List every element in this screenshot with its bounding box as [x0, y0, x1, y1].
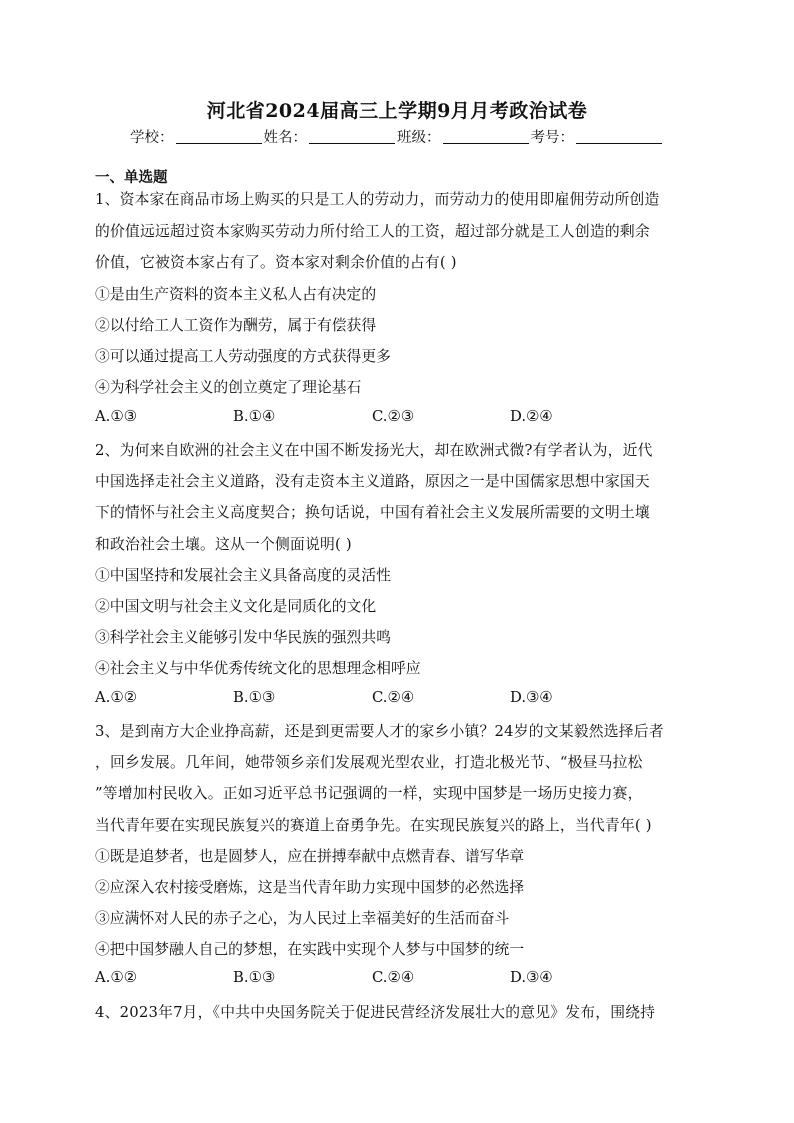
question-3-statement-4: ④把中国梦融人自己的梦想，在实践中实现个人梦与中国梦的统一	[95, 941, 525, 958]
number-blank[interactable]	[576, 129, 662, 144]
option-b[interactable]: B.①③	[233, 689, 276, 706]
question-3-line-3: ”等增加村民收入。正如习近平总书记强调的一样，实现中国梦是一场历史接力赛，	[95, 785, 643, 802]
question-2-line-2: 中国选择走社会主义道路，没有走资本主义道路，原因之一是中国儒家思想中家国天	[95, 473, 650, 490]
option-a[interactable]: A.①②	[95, 969, 137, 986]
question-3-statement-1: ①既是追梦者，也是圆梦人，应在拼搏奉献中点燃青春、谱写华章	[95, 848, 525, 865]
question-3-statement-3: ③应满怀对人民的赤子之心，为人民过上幸福美好的生活而奋斗	[95, 910, 510, 927]
option-d[interactable]: D.③④	[510, 689, 553, 706]
question-1-line-3: 价值，它被资本家占有了。资本家对剩余价值的占有( )	[95, 254, 457, 271]
number-label: 考号：	[530, 130, 574, 146]
question-2-line-1: 2、为何来自欧洲的社会主义在中国不断发扬光大，却在欧洲式微?有学者认为，近代	[95, 442, 653, 459]
class-blank[interactable]	[443, 129, 529, 144]
question-2-line-4: 和政治社会土壤。这从一个侧面说明( )	[95, 536, 352, 553]
section-title: 一、单选题	[95, 169, 168, 186]
question-1-line-1: 1、资本家在商品市场上购买的只是工人的劳动力，而劳动力的使用即雇佣劳动所创造	[95, 191, 660, 208]
name-label: 姓名：	[263, 130, 307, 146]
question-1-line-2: 的价值远远超过资本家购买劳动力所付给工人的工资，超过部分就是工人创造的剩余	[95, 223, 650, 240]
question-2-statement-4: ④社会主义与中华优秀传统文化的思想理念相呼应	[95, 660, 421, 677]
question-2-options	[95, 689, 615, 709]
question-3-statement-2: ②应深入农村接受磨炼，这是当代青年助力实现中国梦的必然选择	[95, 879, 525, 896]
question-3-line-2: ，回乡发展。几年间，她带领乡亲们发展观光型农业，打造北极光节、“极昼马拉松	[95, 754, 643, 771]
question-2-line-3: 下的情怀与社会主义高度契合；换句话说，中国有着社会主义发展所需要的文明土壤	[95, 504, 650, 521]
option-b[interactable]: B.①④	[233, 408, 276, 425]
question-1-statement-4: ④为科学社会主义的创立奠定了理论基石	[95, 379, 362, 396]
student-info-line	[0, 126, 794, 147]
question-3-line-4: 当代青年要在实现民族复兴的赛道上奋勇争先。在实现民族复兴的路上，当代青年( )	[95, 817, 652, 834]
class-label: 班级：	[397, 130, 441, 146]
option-c[interactable]: C.②④	[372, 969, 415, 986]
question-1-options	[95, 408, 615, 428]
option-b[interactable]: B.①③	[233, 969, 276, 986]
school-blank[interactable]	[176, 129, 262, 144]
option-d[interactable]: D.②④	[510, 408, 553, 425]
option-c[interactable]: C.②③	[372, 408, 415, 425]
option-c[interactable]: C.②④	[372, 689, 415, 706]
school-label: 学校：	[130, 130, 174, 146]
question-1-statement-2: ②以付给工人工资作为酬劳，属于有偿获得	[95, 317, 377, 334]
exam-title: 河北省2024届高三上学期9月月考政治试卷	[206, 100, 588, 122]
question-4-line-1: 4、2023年7月，《中共中央国务院关于促进民营经济发展壮大的意见》发布，围绕持	[95, 1004, 656, 1021]
name-blank[interactable]	[309, 129, 395, 144]
option-a[interactable]: A.①②	[95, 689, 137, 706]
option-d[interactable]: D.③④	[510, 969, 553, 986]
option-a[interactable]: A.①③	[95, 408, 137, 425]
question-2-statement-2: ②中国文明与社会主义文化是同质化的文化	[95, 598, 377, 615]
question-2-statement-1: ①中国坚持和发展社会主义具备高度的灵活性	[95, 567, 391, 584]
question-3-line-1: 3、是到南方大企业挣高薪，还是到更需要人才的家乡小镇？24岁的文某毅然选择后者	[95, 723, 664, 740]
question-1-statement-1: ①是由生产资料的资本主义私人占有决定的	[95, 286, 377, 303]
question-2-statement-3: ③科学社会主义能够引发中华民族的强烈共鸣	[95, 629, 391, 646]
question-3-options	[95, 969, 615, 989]
question-1-statement-3: ③可以通过提高工人劳动强度的方式获得更多	[95, 348, 391, 365]
